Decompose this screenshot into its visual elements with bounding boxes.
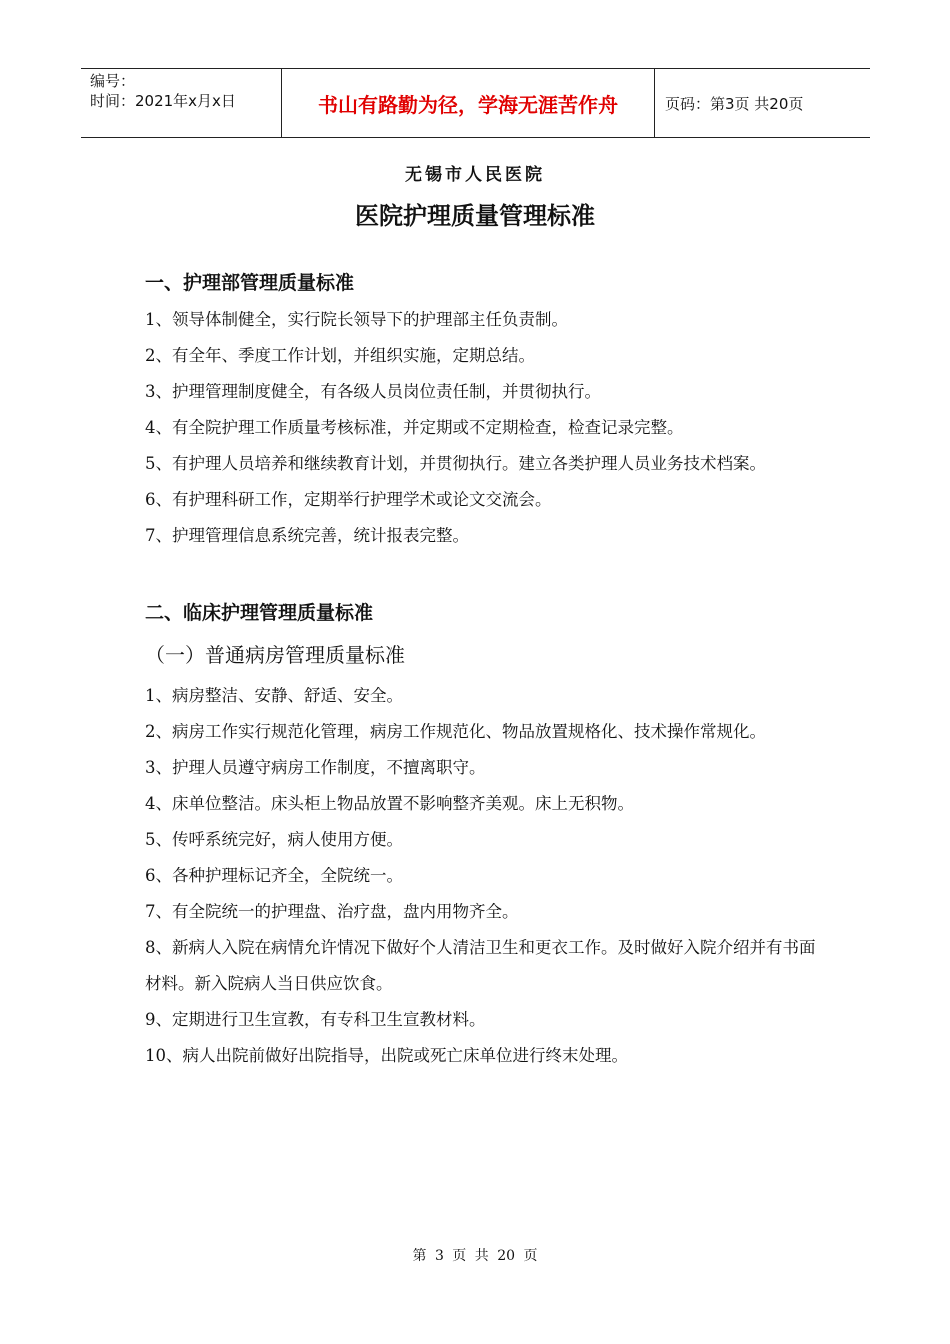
list-item: 6、各种护理标记齐全，全院统一。 bbox=[145, 866, 403, 885]
time-label: 时间：2021年x月x日 bbox=[90, 92, 236, 110]
list-item: 6、有护理科研工作，定期举行护理学术或论文交流会。 bbox=[145, 490, 552, 509]
list-item: 5、传呼系统完好，病人使用方便。 bbox=[145, 830, 403, 849]
page-footer: 第 3 页 共 20 页 bbox=[412, 1248, 538, 1264]
list-item: 2、病房工作实行规范化管理，病房工作规范化、物品放置规格化、技术操作常规化。 bbox=[145, 722, 766, 741]
document-title: 医院护理质量管理标准 bbox=[355, 202, 595, 230]
number-label: 编号： bbox=[90, 72, 136, 90]
section-heading: 二、临床护理管理质量标准 bbox=[145, 602, 374, 624]
list-item: 3、护理人员遵守病房工作制度，不擅离职守。 bbox=[145, 758, 486, 777]
list-item: 4、有全院护理工作质量考核标准，并定期或不定期检查，检查记录完整。 bbox=[145, 418, 684, 437]
org-name: 无锡市人民医院 bbox=[405, 165, 545, 185]
list-item: 1、病房整洁、安静、舒适、安全。 bbox=[145, 686, 403, 705]
list-item: 9、定期进行卫生宣教，有专科卫生宣教材料。 bbox=[145, 1010, 486, 1029]
page-header bbox=[81, 68, 870, 138]
header-page-info: 页码：第3页 共20页 bbox=[665, 94, 804, 113]
header-motto: 书山有路勤为径，学海无涯苦作舟 bbox=[282, 69, 655, 137]
list-item: 10、病人出院前做好出院指导，出院或死亡床单位进行终末处理。 bbox=[145, 1046, 628, 1065]
list-item: 4、床单位整洁。床头柜上物品放置不影响整齐美观。床上无积物。 bbox=[145, 794, 634, 813]
list-item: 5、有护理人员培养和继续教育计划，并贯彻执行。建立各类护理人员业务技术档案。 bbox=[145, 454, 766, 473]
list-item: 2、有全年、季度工作计划，并组织实施，定期总结。 bbox=[145, 346, 535, 365]
list-item: 7、有全院统一的护理盘、治疗盘，盘内用物齐全。 bbox=[145, 902, 519, 921]
list-item: 7、护理管理信息系统完善，统计报表完整。 bbox=[145, 526, 469, 545]
section-heading: 一、护理部管理质量标准 bbox=[145, 272, 355, 294]
subsection-heading: （一）普通病房管理质量标准 bbox=[145, 643, 405, 667]
list-item: 8、新病人入院在病情允许情况下做好个人清洁卫生和更衣工作。及时做好入院介绍并有书面材料。新入院病人当日供应饮食。 bbox=[145, 938, 816, 993]
header-meta bbox=[81, 69, 282, 137]
list-item: 3、护理管理制度健全，有各级人员岗位责任制，并贯彻执行。 bbox=[145, 382, 601, 401]
document-body bbox=[145, 268, 825, 1074]
list-item: 1、领导体制健全，实行院长领导下的护理部主任负责制。 bbox=[145, 310, 568, 329]
